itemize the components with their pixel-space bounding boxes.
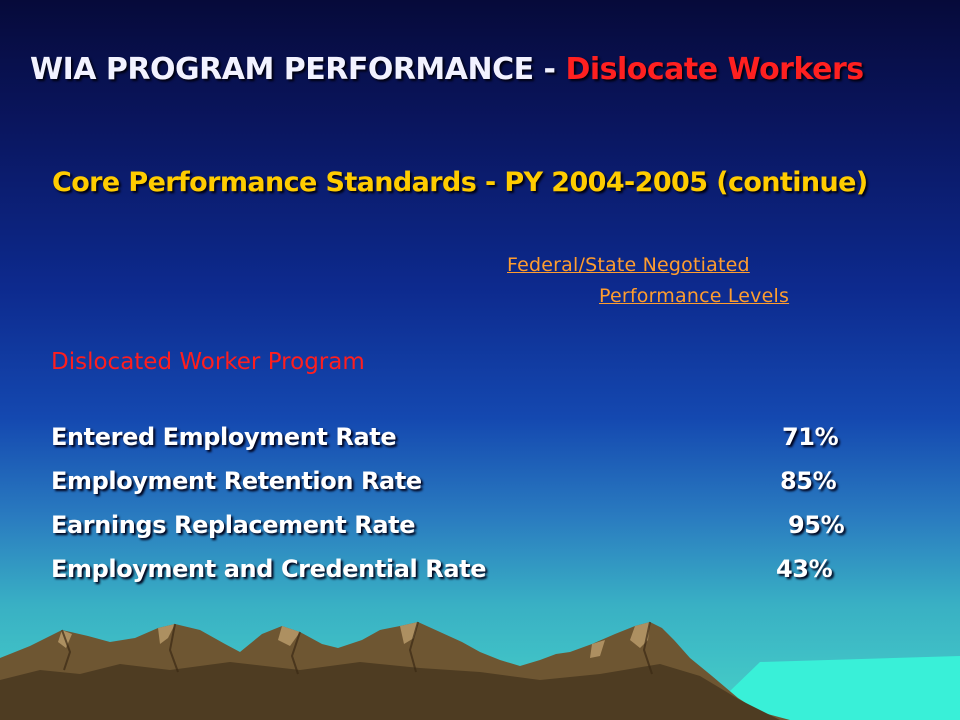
mountain-shadow <box>0 662 780 720</box>
metric-value: 43% <box>776 555 833 583</box>
metric-value: 85% <box>780 467 837 495</box>
metric-label: Employment and Credential Rate <box>51 555 487 583</box>
metric-value: 71% <box>782 423 839 451</box>
metric-label: Employment Retention Rate <box>51 467 422 495</box>
mountain-landscape-illustration <box>0 600 960 720</box>
performance-row <box>51 555 871 589</box>
performance-row <box>51 467 871 501</box>
column-header-line2: Performance Levels <box>599 285 790 307</box>
slide-title-main: WIA PROGRAM PERFORMANCE - <box>30 52 566 87</box>
slide-subtitle: Core Performance Standards - PY 2004-2005 (continue) <box>52 167 868 198</box>
program-name: Dislocated Worker Program <box>51 349 365 375</box>
metric-label: Entered Employment Rate <box>51 423 397 451</box>
metric-label: Earnings Replacement Rate <box>51 511 416 539</box>
slide-title <box>30 52 864 87</box>
column-header-line1: Federal/State Negotiated <box>507 254 750 276</box>
performance-row <box>51 511 871 545</box>
performance-row <box>51 423 871 457</box>
slide-title-accent: Dislocate Workers <box>565 52 864 87</box>
metric-value: 95% <box>788 511 845 539</box>
